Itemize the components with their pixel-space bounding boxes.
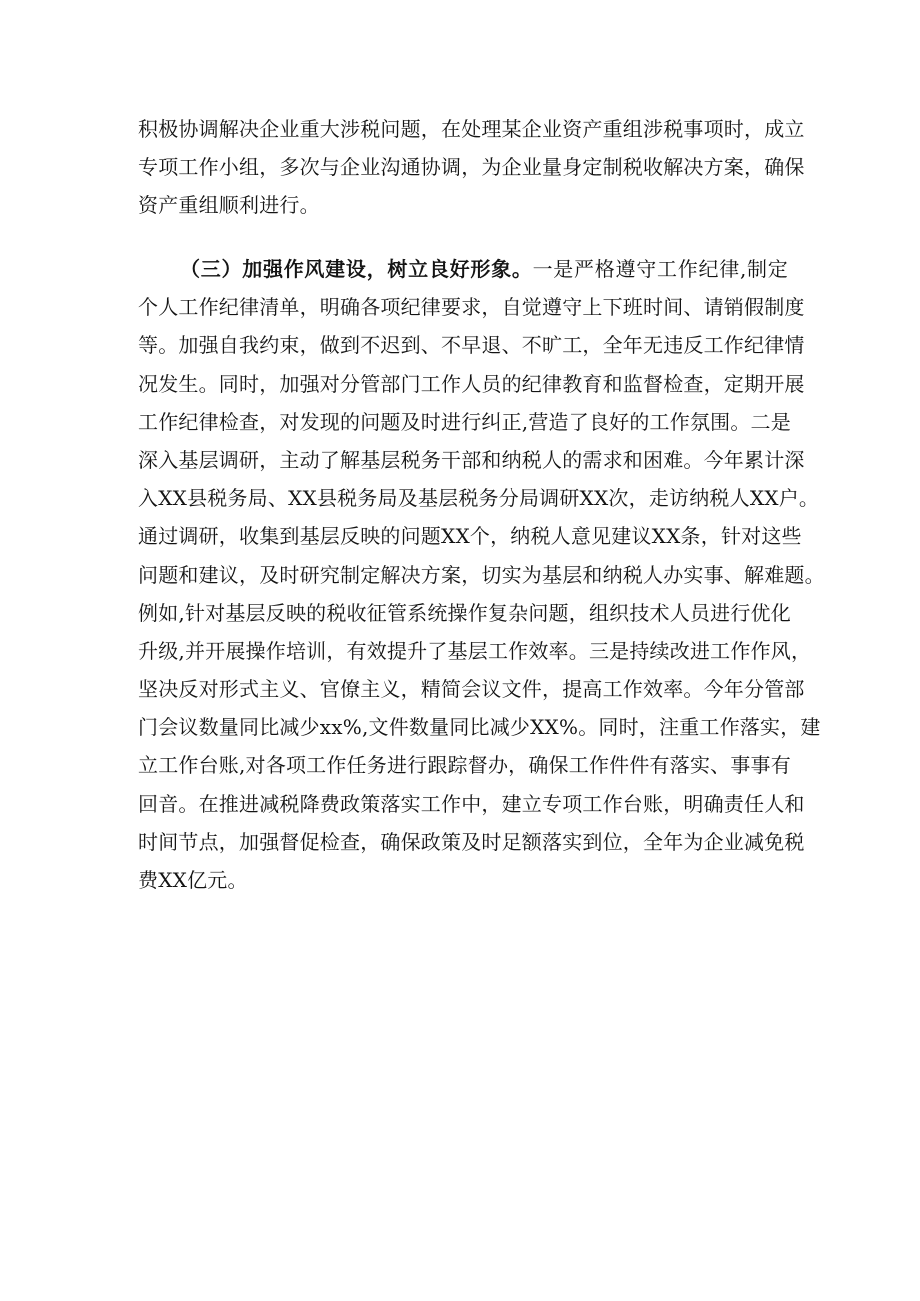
paragraph-line: 例如,针对基层反映的税收征管系统操作复杂问题，组织技术人员进行优化	[138, 600, 791, 625]
paragraph-line: 时间节点，加强督促检查，确保政策及时足额落实到位，全年为企业减免税	[138, 829, 805, 854]
paragraph-text: 一是严格遵守工作纪律,制定	[532, 257, 788, 281]
paragraph-line: 立工作台账,对各项工作任务进行跟踪督办，确保工作件件有落实、事事有	[138, 753, 791, 778]
paragraph-line: 回音。在推进减税降费政策落实工作中，建立专项工作台账，明确责任人和	[138, 791, 805, 816]
paragraph-line: 个人工作纪律清单，明确各项纪律要求，自觉遵守上下班时间、请销假制度	[138, 295, 805, 320]
section-heading: （三）加强作风建设，树立良好形象。	[180, 257, 533, 281]
paragraph-line: 深入基层调研，主动了解基层税务干部和纳税人的需求和困难。今年累计深	[138, 447, 805, 472]
paragraph-line: 坚决反对形式主义、官僚主义，精简会议文件，提高工作效率。今年分管部	[138, 677, 805, 702]
paragraph-section-three	[138, 250, 825, 899]
paragraph-continuation	[138, 110, 805, 225]
paragraph-line: 工作纪律检查，对发现的问题及时进行纠正,营造了良好的工作氛围。二是	[138, 409, 791, 434]
paragraph-line: 积极协调解决企业重大涉税问题，在处理某企业资产重组涉税事项时，成立	[138, 117, 805, 141]
paragraph-line: 升级,并开展操作培训，有效提升了基层工作效率。三是持续改进工作作风，	[138, 638, 812, 663]
paragraph-line: 通过调研，收集到基层反映的问题XX个，纳税人意见建议XX条，针对这些	[138, 524, 802, 549]
paragraph-line: 问题和建议，及时研究制定解决方案，切实为基层和纳税人办实事、解难题。	[138, 562, 825, 587]
paragraph-line: 费XX亿元。	[138, 868, 248, 892]
paragraph-line: 入XX县税务局、XX县税务局及基层税务分局调研XX次，走访纳税人XX户。	[138, 486, 820, 511]
paragraph-line: 资产重组顺利进行。	[138, 193, 320, 218]
paragraph-line: 等。加强自我约束，做到不迟到、不早退、不旷工，全年无违反工作纪律情	[138, 333, 805, 358]
paragraph-first-line	[138, 250, 788, 288]
paragraph-line: 况发生。同时，加强对分管部门工作人员的纪律教育和监督检查，定期开展	[138, 371, 805, 396]
paragraph-line: 专项工作小组，多次与企业沟通协调，为企业量身定制税收解决方案，确保	[138, 155, 805, 180]
paragraph-line: 门会议数量同比减少xx%,文件数量同比减少XX%。同时，注重工作落实，建	[138, 715, 821, 740]
